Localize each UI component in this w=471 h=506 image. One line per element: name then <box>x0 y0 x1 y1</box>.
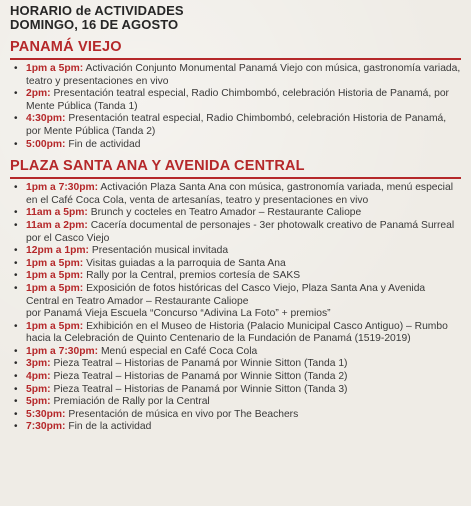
event-time: 1pm a 5pm: <box>26 257 84 269</box>
event-item <box>10 182 461 207</box>
event-time: 1pm a 5pm: <box>26 63 84 74</box>
event-time: 12pm a 1pm: <box>26 245 89 257</box>
event-time: 5:00pm: <box>26 138 66 150</box>
header-date: DOMINGO, 16 DE AGOSTO <box>10 17 179 32</box>
section-title: PANAMÁ VIEJO <box>10 39 122 55</box>
event-description: Pieza Teatral – Historias de Panamá por Winnie Sitton (Tanda 3) <box>53 383 348 395</box>
event-time: 3pm: <box>26 358 51 370</box>
event-item <box>10 63 461 88</box>
event-item <box>10 321 461 346</box>
event-item <box>10 220 461 245</box>
event-description: Exposición de fotos históricas del Casco Viejo, Plaza Santa Ana y Avenida Central en Teatro Amador – Restaurante Caliope <box>26 282 426 307</box>
event-item <box>10 270 461 283</box>
event-time: 1pm a 5pm: <box>26 270 84 282</box>
event-item <box>10 139 461 152</box>
event-item <box>10 421 461 434</box>
event-description: Pieza Teatral – Historias de Panamá por Winnie Sitton (Tanda 1) <box>53 358 348 370</box>
event-item <box>10 371 461 384</box>
event-time: 5pm: <box>26 383 51 395</box>
event-item <box>10 396 461 409</box>
event-time: 11am a 2pm: <box>26 219 88 231</box>
event-item <box>10 308 461 321</box>
event-time: 5:30pm: <box>26 408 66 420</box>
event-item <box>10 346 461 359</box>
section-divider <box>10 177 461 179</box>
event-description: Presentación teatral especial, Radio Chimbombó, celebración Historia de Panamá, por Mente Pública (Tanda 1) <box>26 88 449 112</box>
event-description: Brunch y cocteles en Teatro Amador – Restaurante Caliope <box>90 207 362 219</box>
event-description: Rally por la Central, premios cortesía de SAKS <box>86 270 301 282</box>
event-description: Menú especial en Café Coca Cola <box>100 345 258 357</box>
event-item <box>10 245 461 258</box>
event-description: Presentación de música en vivo por The Beachers <box>68 408 299 420</box>
event-list <box>10 182 461 434</box>
event-item <box>10 88 461 113</box>
event-item <box>10 207 461 220</box>
event-time: 1pm a 7:30pm: <box>26 345 99 357</box>
event-description: Presentación musical invitada <box>91 245 229 257</box>
event-description: Pieza Teatral – Historias de Panamá por Winnie Sitton (Tanda 2) <box>53 371 348 383</box>
event-time: 4pm: <box>26 371 51 383</box>
event-time: 7:30pm: <box>26 421 66 433</box>
event-time: 11am a 5pm: <box>26 207 88 219</box>
event-description: Activación Conjunto Monumental Panamá Viejo con música, gastronomía variada, teatro y presentaciones en vivo <box>26 63 461 87</box>
event-time: 1pm a 5pm: <box>26 282 84 294</box>
event-time: 1pm a 5pm: <box>26 320 84 332</box>
event-time: 1pm a 7:30pm: <box>26 182 99 194</box>
event-item <box>10 113 461 138</box>
event-description: por Panamá Vieja Escuela “Concurso “Adivina La Foto” + premios” <box>26 308 331 320</box>
header-title: HORARIO de ACTIVIDADES <box>10 3 184 18</box>
schedule-header <box>10 4 461 32</box>
event-description: Exhibición en el Museo de Historia (Palacio Municipal Casco Antiguo) – Rumbo hacia la Celebración de Quinto Centenario de la Fundación de Panamá (1519-2019) <box>26 320 448 345</box>
event-description: Fin de la actividad <box>68 421 152 433</box>
section-divider <box>10 58 461 60</box>
event-item <box>10 409 461 422</box>
event-description: Visitas guiadas a la parroquia de Santa Ana <box>86 257 286 269</box>
event-list <box>10 63 461 151</box>
event-item <box>10 384 461 397</box>
section-panama-viejo <box>10 38 461 151</box>
event-time: 5pm: <box>26 396 51 408</box>
event-description: Cacería documental de personajes - 3er photowalk creativo de Panamá Surreal por el Casco Viejo <box>26 219 455 244</box>
section-plaza-santa-ana <box>10 157 461 434</box>
event-item <box>10 358 461 371</box>
event-time: 4:30pm: <box>26 113 66 125</box>
event-item <box>10 258 461 271</box>
section-title: PLAZA SANTA ANA Y AVENIDA CENTRAL <box>10 158 305 175</box>
event-description: Premiación de Rally por la Central <box>53 396 210 408</box>
event-description: Presentación teatral especial, Radio Chimbombó, celebración Historia de Panamá, por Mente Pública (Tanda 2) <box>26 113 447 137</box>
event-description: Fin de actividad <box>68 138 141 150</box>
event-item <box>10 283 461 308</box>
event-time: 2pm: <box>26 88 51 100</box>
event-description: Activación Plaza Santa Ana con música, gastronomía variada, menú especial en el Café Coca Cola, venta de artesanías, teatro y presentaciones en vivo <box>26 182 453 206</box>
